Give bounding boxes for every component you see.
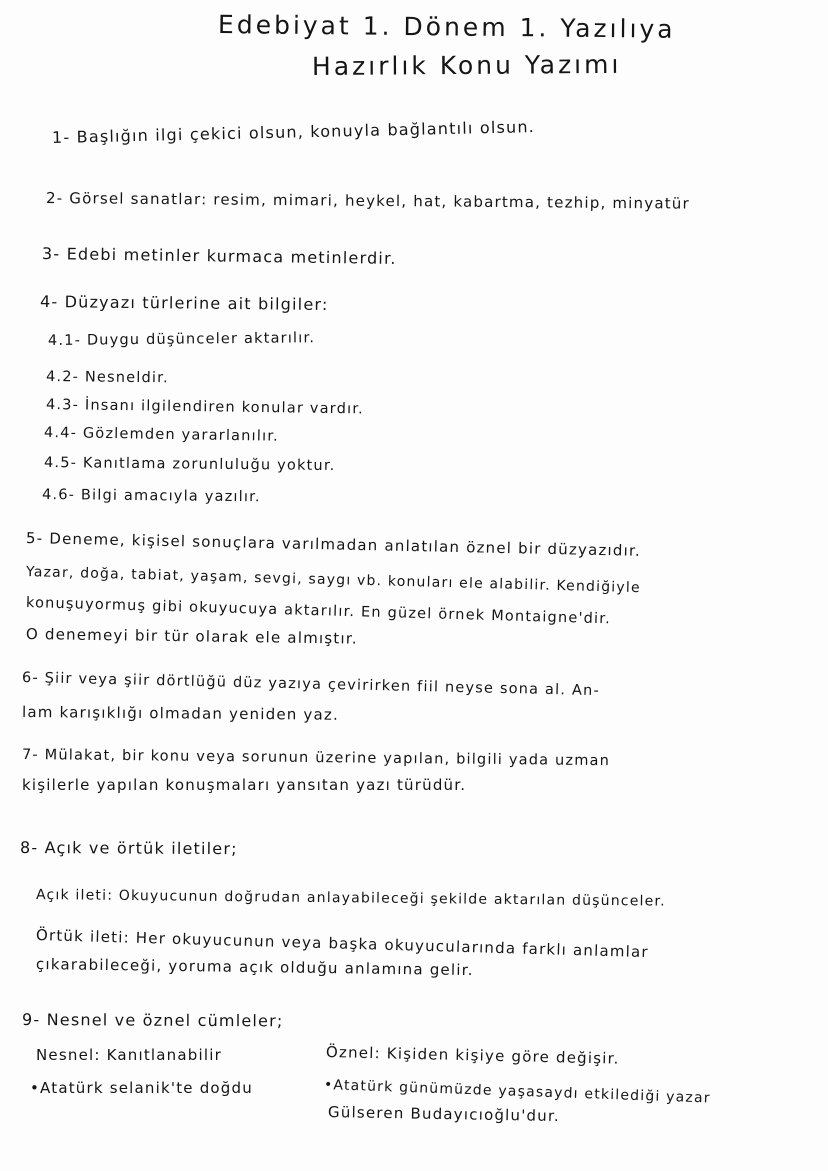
nesnel-example: •Atatürk selanik'te doğdu xyxy=(30,1079,253,1097)
item-text: Başlığın ilgi çekici olsun, konuyla bağlantılı olsun. xyxy=(76,117,536,147)
ortuk-ileti-line-2: çıkarabileceği, yoruma açık olduğu anlamına gelir. xyxy=(35,955,474,980)
oznel-definition: Öznel: Kişiden kişiye göre değişir. xyxy=(325,1043,620,1068)
subitem-4-6 xyxy=(42,487,261,505)
item-8-heading: 8- Açık ve örtük iletiler; xyxy=(19,838,238,859)
item-6-line-2: lam karışıklığı olmadan yeniden yaz. xyxy=(21,703,340,724)
item-7-line-2: kişilerle yapılan konuşmaları yansıtan yazı türüdür. xyxy=(22,776,467,794)
subitem-4-2 xyxy=(46,369,169,386)
subitem-number: 4.2- xyxy=(45,369,80,386)
subitem-number: 4.5- xyxy=(43,455,78,472)
title-line-1: Edebiyat 1. Dönem 1. Yazılıya xyxy=(217,10,676,44)
title-line-2: Hazırlık Konu Yazımı xyxy=(311,49,622,81)
acik-ileti-definition: Açık ileti: Okuyucunun doğrudan anlayabileceği şekilde aktarılan düşünceler. xyxy=(35,887,666,910)
item-6-line-1: 6- Şiir veya şiir dörtlüğü düz yazıya çevirirken fiil neyse sona al. An- xyxy=(21,670,601,700)
item-4 xyxy=(40,292,329,314)
subitem-text: Bilgi amacıyla yazılır. xyxy=(80,487,261,506)
item-number: 4- xyxy=(39,292,59,312)
subitem-number: 4.3- xyxy=(45,397,80,414)
item-text: Görsel sanatlar: resim, mimari, heykel, hat, kabartma, tezhip, minyatür xyxy=(69,189,691,213)
item-text: Düzyazı türlerine ait bilgiler: xyxy=(64,292,329,315)
item-5-line-3: konuşuyormuş gibi okuyucuya aktarılır. En güzel örnek Montaigne'dir. xyxy=(25,595,612,628)
subitem-text: Nesneldir. xyxy=(84,369,169,387)
subitem-4-5 xyxy=(44,455,336,474)
subitem-4-4 xyxy=(44,425,279,445)
nesnel-definition: Nesnel: Kanıtlanabilir xyxy=(36,1046,222,1064)
item-number: 1- xyxy=(51,127,71,147)
item-text: Edebi metinler kurmaca metinlerdir. xyxy=(66,244,397,268)
subitem-text: Gözlemden yararlanılır. xyxy=(82,425,280,445)
item-1 xyxy=(52,117,535,147)
ortuk-ileti-line-1: Örtük ileti: Her okuyucunun veya başka okuyucularında farklı anlamlar xyxy=(35,926,650,962)
oznel-example-line-2: Gülseren Budayıcıoğlu'dur. xyxy=(327,1103,561,1126)
subitem-text: İnsanı ilgilendiren konular vardır. xyxy=(84,397,365,418)
subitem-4-1 xyxy=(48,330,315,349)
item-2 xyxy=(46,189,690,213)
subitem-number: 4.1- xyxy=(47,332,82,349)
item-3 xyxy=(42,244,397,268)
item-5-line-2: Yazar, doğa, tabiat, yaşam, sevgi, saygı vb. konuları ele alabilir. Kendiğiyle xyxy=(25,564,641,597)
item-7-line-1: 7- Mülakat, bir konu veya sorunun üzerine yapılan, bilgili yada uzman xyxy=(21,747,611,770)
item-9-heading: 9- Nesnel ve öznel cümleler; xyxy=(21,1010,284,1031)
subitem-number: 4.6- xyxy=(41,487,76,504)
item-number: 2- xyxy=(45,189,64,208)
subitem-text: Duygu düşünceler aktarılır. xyxy=(86,330,316,349)
oznel-example-line-1: •Atatürk günümüzde yaşasaydı etkilediği yazar xyxy=(323,1077,711,1107)
item-number: 3- xyxy=(41,244,61,264)
subitem-4-3 xyxy=(46,397,364,417)
subitem-text: Kanıtlama zorunluluğu yoktur. xyxy=(82,455,336,475)
item-5-line-4: O denemeyi bir tür olarak ele almıştır. xyxy=(25,625,358,648)
subitem-number: 4.4- xyxy=(43,425,78,442)
item-5-line-1: 5- Deneme, kişisel sonuçlara varılmadan anlatılan öznel bir düzyazıdır. xyxy=(25,529,642,560)
